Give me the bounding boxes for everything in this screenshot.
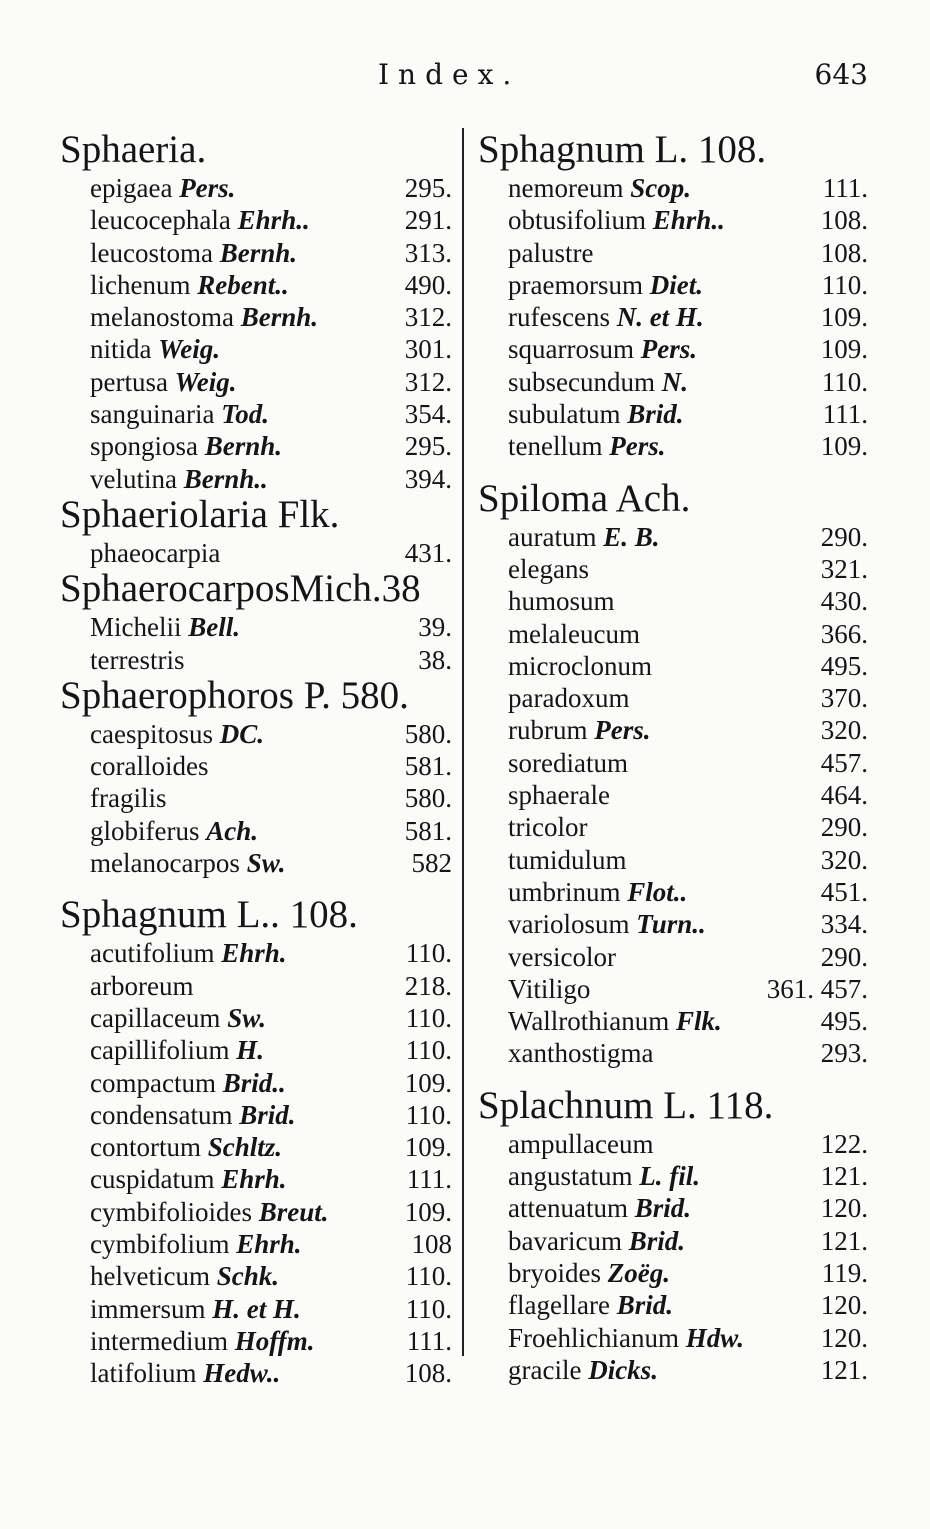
species-entry (508, 333, 868, 365)
species-name: tenellum (508, 431, 610, 462)
species-name: globiferus (90, 815, 207, 846)
species-entry (508, 779, 868, 811)
species-author: Hdw. (685, 1322, 744, 1353)
species-name: cymbifolium (90, 1229, 237, 1260)
species-name: capillifolium (90, 1035, 237, 1066)
page-reference: 581. (404, 751, 452, 782)
species-entry (508, 1225, 868, 1257)
species-entry (508, 1128, 868, 1160)
page-reference: 321. (820, 553, 868, 584)
page-reference: 431. (404, 537, 452, 568)
species-name: elegans (508, 553, 589, 584)
species-name: rufescens (508, 302, 617, 333)
page-reference: 110. (405, 1261, 452, 1292)
genus-heading: Sphaerophoros P. 580. (60, 673, 409, 717)
page-reference: 110. (821, 366, 868, 397)
species-author: Brid. (616, 1290, 673, 1321)
species-entry (90, 611, 452, 643)
species-author: Diet. (649, 269, 703, 300)
species-author: H. (236, 1035, 264, 1066)
page-reference: 495. (820, 650, 868, 681)
species-entry (90, 204, 452, 236)
species-author: Weig. (158, 334, 220, 365)
species-name: tricolor (508, 812, 588, 843)
species-author: H. et H. (212, 1293, 301, 1324)
species-name: melaleucum (508, 618, 640, 649)
species-author: L. fil. (639, 1161, 700, 1192)
species-entry (508, 941, 868, 973)
page-reference: 366. (820, 618, 868, 649)
page-reference: 451. (820, 876, 868, 907)
page-reference: 109. (404, 1067, 452, 1098)
species-name: sanguinaria (90, 399, 222, 430)
species-author: Pers. (640, 334, 697, 365)
species-name: leucocephala (90, 205, 238, 236)
species-author: Brid. (239, 1099, 296, 1130)
species-author: Brid. (634, 1193, 691, 1224)
page-reference: 295. (404, 173, 452, 203)
page-reference: 119. (821, 1257, 868, 1288)
page-reference: 580. (404, 783, 452, 814)
page-header (0, 58, 930, 98)
page-reference: 109. (404, 1132, 452, 1163)
page-reference: 39. (418, 612, 452, 643)
species-entry (508, 973, 868, 1005)
species-author: Ach. (206, 815, 258, 846)
species-author: Brid. (628, 1225, 685, 1256)
page-reference: 312. (404, 366, 452, 397)
species-author: Pers. (179, 173, 236, 203)
species-name: intermedium (90, 1325, 235, 1356)
species-name: palustre (508, 237, 594, 268)
page-reference: 320. (820, 844, 868, 875)
species-author: Weig. (174, 366, 237, 397)
species-author: Brid. (627, 399, 684, 430)
species-name: versicolor (508, 941, 616, 972)
page-reference: 111. (822, 173, 868, 203)
species-entry (90, 644, 452, 676)
species-entry (508, 811, 868, 843)
right-column (478, 130, 868, 1386)
species-author: N. et H. (616, 302, 704, 333)
species-name: phaeocarpia (90, 537, 221, 568)
page-reference: 320. (820, 715, 868, 746)
species-entry (508, 204, 868, 236)
species-name: terrestris (90, 644, 185, 675)
page-reference: 121. (820, 1161, 868, 1192)
species-name: helveticum (90, 1261, 217, 1292)
species-name: bryoides (508, 1257, 608, 1288)
genus-heading: Sphaeriolaria Flk. (60, 492, 340, 536)
species-entry (508, 1322, 868, 1354)
species-author: N. (661, 366, 688, 397)
page-reference: 108. (404, 1358, 452, 1389)
species-entry (508, 237, 868, 269)
species-author: Ehrh.. (237, 205, 310, 236)
species-entry (508, 430, 868, 462)
page-reference: 111. (406, 1164, 452, 1195)
species-entry (90, 301, 452, 333)
species-name: squarrosum (508, 334, 641, 365)
species-name: fragilis (90, 783, 167, 814)
species-name: lichenum (90, 269, 198, 300)
species-entry (90, 172, 452, 204)
species-author: Hoffm. (234, 1325, 315, 1356)
species-name: caespitosus (90, 718, 220, 749)
species-entry (508, 1037, 868, 1069)
page-reference: 110. (405, 1099, 452, 1130)
species-entry (508, 844, 868, 876)
species-entry (90, 1002, 452, 1034)
species-name: epigaea (90, 173, 180, 203)
genus-heading: Sphagnum L.. 108. (60, 893, 358, 937)
page-reference: 121. (820, 1354, 868, 1385)
species-entry (90, 537, 452, 569)
species-name: tumidulum (508, 844, 627, 875)
genus-heading: SphaerocarposMich.38 (60, 567, 421, 611)
page-reference: 581. (404, 815, 452, 846)
species-entry (90, 237, 452, 269)
species-entry (90, 463, 452, 495)
page-reference: 464. (820, 780, 868, 811)
species-entry (508, 1160, 868, 1192)
species-author: Scop. (630, 173, 691, 203)
page-reference: 291. (404, 205, 452, 236)
species-entry (90, 398, 452, 430)
species-author: Schltz. (207, 1132, 283, 1163)
species-entry (90, 1196, 452, 1228)
page-reference: 334. (820, 909, 868, 940)
species-entry (508, 269, 868, 301)
species-name: pertusa (90, 366, 175, 397)
species-author: Flot.. (627, 876, 688, 907)
species-name: leucostoma (90, 237, 220, 268)
species-entry (508, 366, 868, 398)
species-entry (508, 747, 868, 779)
species-entry (90, 1357, 452, 1389)
page-reference: 218. (404, 970, 452, 1001)
species-entry (508, 553, 868, 585)
species-name: nitida (90, 334, 159, 365)
species-name: humosum (508, 586, 615, 617)
species-entry (90, 1163, 452, 1195)
species-author: Hedw.. (203, 1358, 281, 1389)
page-number: 643 (814, 58, 868, 91)
page-reference: 295. (404, 431, 452, 462)
species-author: Schk. (216, 1261, 279, 1292)
page-reference: 38. (418, 644, 452, 675)
species-name: ampullaceum (508, 1128, 654, 1159)
species-author: Pers. (594, 715, 651, 746)
species-entry (508, 1289, 868, 1321)
species-author: Bell. (188, 612, 240, 643)
column-divider (462, 128, 464, 1356)
page-reference: 354. (404, 399, 452, 430)
species-name: auratum (508, 521, 604, 552)
species-entry (508, 1257, 868, 1289)
species-name: Michelii (90, 612, 189, 643)
species-entry (90, 1228, 452, 1260)
species-name: cymbifolioides (90, 1196, 259, 1227)
species-author: Dicks. (588, 1354, 658, 1385)
species-name: xanthostigma (508, 1038, 654, 1069)
species-name: paradoxum (508, 683, 630, 714)
species-name: coralloides (90, 751, 209, 782)
species-name: sorediatum (508, 747, 628, 778)
species-name: rubrum (508, 715, 595, 746)
page-reference: 110. (405, 1035, 452, 1066)
species-author: Turn.. (636, 909, 706, 940)
species-name: cuspidatum (90, 1164, 222, 1195)
page-reference: 312. (404, 302, 452, 333)
species-entry (508, 618, 868, 650)
page-reference: 370. (820, 683, 868, 714)
page-reference: 109. (820, 302, 868, 333)
page-reference: 430. (820, 586, 868, 617)
species-author: Pers. (609, 431, 666, 462)
species-author: Sw. (227, 1002, 266, 1033)
page-reference: 109. (820, 334, 868, 365)
page-reference: 290. (820, 521, 868, 552)
species-entry (90, 333, 452, 365)
species-name: sphaerale (508, 780, 610, 811)
species-author: Ehrh. (221, 1164, 287, 1195)
species-name: bavaricum (508, 1225, 629, 1256)
species-author: Ehrh.. (652, 205, 725, 236)
species-name: condensatum (90, 1099, 240, 1130)
species-entry (508, 876, 868, 908)
species-entry (90, 430, 452, 462)
species-entry (90, 937, 452, 969)
species-entry (508, 908, 868, 940)
species-author: E. B. (603, 521, 660, 552)
page-reference: 301. (404, 334, 452, 365)
species-entry (508, 585, 868, 617)
species-author: Bernh.. (183, 463, 268, 494)
page-reference: 108. (820, 205, 868, 236)
species-name: melanocarpos (90, 848, 247, 879)
species-author: DC. (219, 718, 264, 749)
page-reference: 121. (820, 1225, 868, 1256)
species-name: microclonum (508, 650, 652, 681)
species-entry (90, 1293, 452, 1325)
species-entry (90, 1325, 452, 1357)
species-entry (90, 1034, 452, 1066)
page-reference: 495. (820, 1006, 868, 1037)
species-entry (90, 366, 452, 398)
species-name: subsecundum (508, 366, 662, 397)
page-reference: 490. (404, 269, 452, 300)
species-author: Bernh. (219, 237, 298, 268)
species-entry (90, 1131, 452, 1163)
species-entry (508, 301, 868, 333)
species-name: arboreum (90, 970, 194, 1001)
page-reference: 120. (820, 1322, 868, 1353)
page-reference: 110. (405, 1002, 452, 1033)
species-name: latifolium (90, 1358, 204, 1389)
page-reference: 108 (411, 1229, 452, 1260)
page-reference: 111. (822, 399, 868, 430)
genus-heading: Sphagnum L. 108. (478, 128, 767, 171)
species-name: compactum (90, 1067, 223, 1098)
species-name: melanostoma (90, 302, 241, 333)
page-reference: 457. (820, 747, 868, 778)
species-author: Brid.. (222, 1067, 286, 1098)
species-author: Bernh. (204, 431, 283, 462)
species-entry (508, 172, 868, 204)
species-name: contortum (90, 1132, 208, 1163)
species-entry (90, 782, 452, 814)
species-name: variolosum (508, 909, 637, 940)
species-author: Zoëg. (607, 1257, 670, 1288)
running-title: Index. (378, 58, 521, 91)
left-column (60, 130, 452, 1390)
page-reference: 110. (405, 938, 452, 969)
species-entry (508, 714, 868, 746)
species-entry (508, 1005, 868, 1037)
page-reference: 313. (404, 237, 452, 268)
page-reference: 394. (404, 463, 452, 494)
species-name: flagellare (508, 1290, 617, 1321)
page-reference: 110. (405, 1293, 452, 1324)
species-entry (508, 682, 868, 714)
page-reference: 290. (820, 941, 868, 972)
page-reference: 122. (820, 1128, 868, 1159)
species-name: angustatum (508, 1161, 640, 1192)
species-entry (90, 847, 452, 879)
species-name: Froehlichianum (508, 1322, 686, 1353)
species-name: Vitiligo (508, 973, 591, 1004)
species-author: Rebent.. (197, 269, 289, 300)
species-name: acutifolium (90, 938, 222, 969)
species-name: umbrinum (508, 876, 628, 907)
species-name: immersum (90, 1293, 213, 1324)
page-reference: 111. (406, 1325, 452, 1356)
species-entry (508, 1192, 868, 1224)
page-reference: 120. (820, 1193, 868, 1224)
genus-heading: Spiloma Ach. (478, 476, 691, 520)
species-author: Tod. (221, 399, 269, 430)
species-entry (90, 1260, 452, 1292)
genus-heading: Sphaeria. (60, 128, 207, 171)
species-entry (90, 750, 452, 782)
species-author: Breut. (258, 1196, 329, 1227)
page-reference: 108. (820, 237, 868, 268)
species-entry (508, 398, 868, 430)
species-author: Ehrh. (236, 1229, 302, 1260)
species-name: attenuatum (508, 1193, 635, 1224)
species-entry (508, 521, 868, 553)
page-reference: 109. (820, 431, 868, 462)
page-reference: 361. 457. (766, 973, 868, 1004)
species-entry (508, 650, 868, 682)
species-entry (90, 1067, 452, 1099)
species-entry (90, 1099, 452, 1131)
page-reference: 110. (821, 269, 868, 300)
species-name: obtusifolium (508, 205, 653, 236)
species-name: capillaceum (90, 1002, 228, 1033)
page-reference: 120. (820, 1290, 868, 1321)
species-name: Wallrothianum (508, 1006, 677, 1037)
page-reference: 293. (820, 1038, 868, 1069)
page-reference: 580. (404, 718, 452, 749)
species-name: nemoreum (508, 173, 631, 203)
page-reference: 109. (404, 1196, 452, 1227)
species-entry (90, 718, 452, 750)
species-author: Bernh. (240, 302, 319, 333)
page-reference: 582 (411, 848, 452, 879)
species-author: Ehrh. (221, 938, 287, 969)
species-entry (90, 815, 452, 847)
genus-heading: Splachnum L. 118. (478, 1083, 774, 1127)
species-entry (90, 269, 452, 301)
species-entry (508, 1354, 868, 1386)
page-reference: 290. (820, 812, 868, 843)
species-name: spongiosa (90, 431, 205, 462)
species-name: gracile (508, 1354, 589, 1385)
species-author: Flk. (676, 1006, 722, 1037)
species-entry (90, 970, 452, 1002)
species-name: subulatum (508, 399, 628, 430)
species-name: velutina (90, 463, 184, 494)
species-author: Sw. (246, 848, 286, 879)
species-name: praemorsum (508, 269, 650, 300)
